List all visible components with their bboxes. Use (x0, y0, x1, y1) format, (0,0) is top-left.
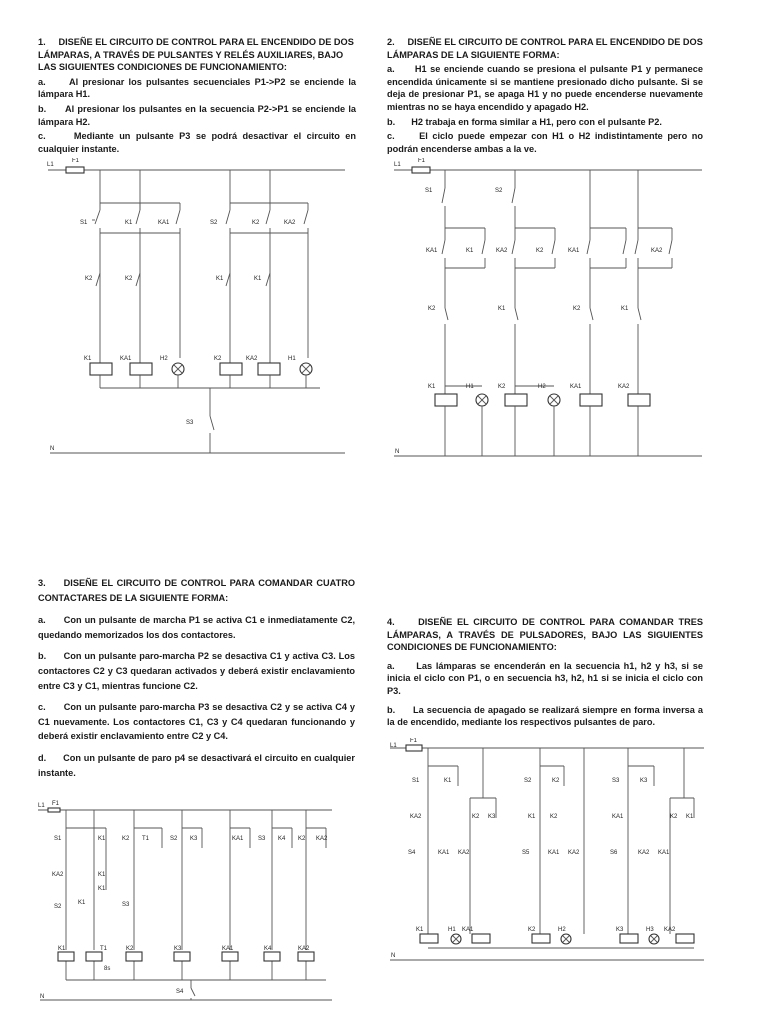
item-text: Al presionar los pulsantes en la secuencia P2->P1 se enciende la lámpara H2. (38, 103, 357, 127)
label-hold: K3 (640, 778, 648, 784)
label-coil: K4 (264, 946, 272, 952)
label-low: K1 (78, 900, 86, 906)
label-top: K2 (298, 836, 306, 842)
exercise-4-title (387, 616, 703, 654)
item-label: a. (38, 615, 46, 626)
branch-ka2 (618, 170, 672, 456)
label-neutral: N (391, 953, 396, 959)
label-coil: K3 (174, 946, 182, 952)
item-text: Con un pulsante de marcha P1 se activa C1 e inmediatamente C2, quedando memorizados los dos contactores. (38, 615, 355, 640)
label-coil: KA1 (462, 927, 474, 933)
label-top: KA1 (232, 836, 244, 842)
label-top: K3 (190, 836, 198, 842)
label-coil: KA2 (664, 927, 676, 933)
exercise-3-item-b (38, 649, 355, 693)
label-fuse: F1 (52, 801, 60, 807)
label-coil: K1 (84, 356, 92, 362)
label-lamp: H1 (448, 927, 456, 933)
label-interlock: K2 (85, 276, 93, 282)
label-stop: S4 (408, 850, 416, 856)
label-stop: S3 (186, 420, 194, 426)
exercise-1 (38, 36, 356, 157)
label-stopx: KA1 (548, 850, 560, 856)
circuit-diagram-3 (36, 800, 340, 1004)
label-stopx: KA2 (568, 850, 580, 856)
label-seq: K1 (528, 814, 536, 820)
item-label: b. (38, 651, 47, 662)
exercise-3-item-c (38, 700, 355, 744)
exercise-4-item-a (387, 660, 703, 698)
item-text: Con un pulsante paro-marcha P3 se desactiva C2 y se activa C4 y C1 nuevamente. Los contactores C1, C3 y C4 quedaran funcionando y deberá existir enclavamiento entre C2 y C4. (38, 702, 355, 742)
item-text: Con un pulsante de paro p4 se desactivará el circuito en cualquier instante. (38, 752, 355, 778)
label-seq: K3 (488, 814, 496, 820)
fuse-symbol (406, 745, 422, 751)
branch-h2 (495, 170, 560, 456)
ladder-rungs (428, 748, 694, 948)
label-mid: K1 (98, 886, 106, 892)
label-lamp: H2 (558, 927, 566, 933)
exercise-1-item-c (38, 130, 356, 155)
label-coil: K1 (428, 384, 436, 390)
exercise-2-title (387, 36, 703, 61)
label-seq: K2 (472, 814, 480, 820)
label-mid: K1 (98, 872, 106, 878)
label-fuse: F1 (72, 158, 80, 164)
item-label: b. (38, 103, 47, 114)
item-label: a. (387, 660, 395, 671)
label-coil: KA1 (120, 356, 132, 362)
label-hold: K2 (552, 778, 560, 784)
label-line: L1 (38, 803, 45, 809)
label-coil: KA2 (246, 356, 258, 362)
item-text: H2 trabaja en forma similar a H1, pero con el pulsante P2. (411, 116, 662, 127)
label-push: S2 (495, 188, 503, 194)
label-push: S2 (210, 220, 218, 226)
label-coil: K2 (126, 946, 134, 952)
stop-button-s3 (186, 388, 214, 453)
exercise-2 (387, 36, 703, 157)
label-contact: KA1 (158, 220, 170, 226)
label-seq: K2 (670, 814, 678, 820)
label-contact: K1 (466, 248, 474, 254)
circuit-diagram-1 (40, 158, 350, 458)
label-interlock: K1 (621, 306, 629, 312)
label-line: L1 (390, 743, 397, 749)
label-coil: K2 (528, 927, 536, 933)
label-line: L1 (47, 162, 54, 168)
label-interlock: K1 (216, 276, 224, 282)
circuit-diagram-2 (390, 158, 708, 460)
label-low: S2 (54, 904, 62, 910)
label-hold: K1 (444, 778, 452, 784)
fuse-symbol (48, 808, 60, 812)
fuse-symbol (66, 167, 84, 173)
label-push: S1 (425, 188, 433, 194)
exercise-2-item-a (387, 63, 703, 113)
label-seq: KA2 (410, 814, 422, 820)
label-stop: S4 (176, 989, 184, 995)
item-label: d. (38, 752, 47, 763)
label-coil: K3 (616, 927, 624, 933)
item-text: Al presionar los pulsantes secuenciales P1->P2 se enciende la lámpara H1. (38, 76, 356, 100)
label-coil: KA1 (222, 946, 234, 952)
ladder-coils (58, 952, 314, 961)
item-text: Las lámparas se encenderán en la secuencia h1, h2 y h3, si se inicia el ciclo con P1, o en secuencia h3, h2, h1 si se inicia el ciclo con P3. (387, 660, 703, 696)
exercise-3-item-d (38, 751, 355, 780)
branch-right (210, 170, 312, 388)
ladder-labels (52, 836, 328, 995)
item-label: b. (387, 116, 396, 127)
label-start: S1 (412, 778, 420, 784)
exercise-4 (387, 616, 703, 731)
item-label: a. (38, 76, 46, 87)
exercise-4-heading: DISEÑE EL CIRCUITO DE CONTROL PARA COMANDAR TRES LÁMPARAS, A TRAVÉS DE PULSADORES, BAJO LAS SIGUIENTES CONDICIONES DE FUNCIONAMIENTO: (387, 617, 703, 653)
exercise-4-number: 4. (387, 617, 395, 627)
fuse-symbol (412, 167, 430, 173)
label-coil: K2 (214, 356, 222, 362)
exercise-1-title (38, 36, 356, 74)
label-interlock: K1 (498, 306, 506, 312)
label-fuse: F1 (418, 158, 426, 164)
label-stopx: KA1 (658, 850, 670, 856)
exercise-3-heading: DISEÑE EL CIRCUITO DE CONTROL PARA COMANDAR CUATRO CONTACTARES DE LA SIGUIENTE FORMA: (38, 578, 356, 603)
label-neutral: N (40, 994, 45, 1000)
item-text: La secuencia de apagado se realizará siempre en forma inversa a la de encendido, mediante los respectivos pulsantes de paro. (387, 704, 703, 728)
label-contact: K2 (536, 248, 544, 254)
label-contact: K2 (252, 220, 260, 226)
item-text: Con un pulsante paro-marcha P2 se desactiva C1 y activa C3. Los contactores C2 y C3 quedaran activados y deberá existir enclavamiento entre C3 y C1, mientras funcione C2. (38, 651, 356, 691)
label-line: L1 (394, 162, 401, 168)
label-start: S3 (612, 778, 620, 784)
item-text: El ciclo puede empezar con H1 o H2 indistintamente pero no podrán encenderse ambas a la ve. (387, 131, 703, 154)
label-top: S3 (258, 836, 266, 842)
label-top: K2 (122, 836, 130, 842)
exercise-1-heading: DISEÑE EL CIRCUITO DE CONTROL PARA EL ENCENDIDO DE DOS LÁMPARAS, A TRAVÉS DE PULSANTES Y RELÉS AUXILIARES, BAJO LAS SIGUIENTES CONDICIONES DE FUNCIONAMIENTO: (38, 37, 354, 73)
branch-h1 (425, 170, 488, 456)
label-top: T1 (142, 836, 150, 842)
item-label: c. (38, 702, 46, 713)
label-contact: KA1 (568, 248, 580, 254)
label-contact: KA2 (284, 220, 296, 226)
item-label: a. (387, 64, 395, 75)
label-mid: S3 (122, 902, 130, 908)
label-neutral: N (50, 446, 55, 452)
label-coil: K1 (58, 946, 66, 952)
label-coil: KA1 (570, 384, 582, 390)
label-timer: 8s (104, 966, 111, 972)
item-text: H1 se enciende cuando se presiona el pulsante P1 y permanece encendida únicamente si se mantiene presionado dicho pulsante. Si se deja de presionar P1, se apaga H1 y no puede encenderse nuevamente mientras no se haya encendido y apagado H2. (387, 64, 703, 112)
exercise-2-heading: DISEÑE EL CIRCUITO DE CONTROL PARA EL ENCENDIDO DE DOS LÁMPARAS DE LA SIGUIENTE FORMA: (387, 37, 703, 60)
label-stopx: KA2 (638, 850, 650, 856)
label-stopx: KA2 (458, 850, 470, 856)
label-mid: KA2 (52, 872, 64, 878)
label-coil: K2 (498, 384, 506, 390)
label-top: K1 (98, 836, 106, 842)
label-fuse: F1 (410, 738, 418, 744)
label-start: S2 (524, 778, 532, 784)
label-push: S1 (80, 220, 88, 226)
label-interlock: K2 (428, 306, 436, 312)
label-lamp: H1 (466, 384, 474, 390)
label-top: S2 (170, 836, 178, 842)
label-coil: T1 (100, 946, 108, 952)
item-label: c. (38, 131, 46, 142)
circuit-diagram-4 (388, 738, 708, 964)
exercise-2-number: 2. (387, 37, 395, 47)
label-stopx: KA1 (438, 850, 450, 856)
label-contact: KA2 (651, 248, 663, 254)
exercise-1-item-a (38, 76, 356, 101)
label-seq: KA1 (612, 814, 624, 820)
label-top: S1 (54, 836, 62, 842)
label-coil: KA2 (618, 384, 630, 390)
item-label: b. (387, 704, 396, 715)
exercise-3-number: 3. (38, 578, 46, 588)
label-interlock: K2 (573, 306, 581, 312)
label-stop: S6 (610, 850, 618, 856)
label-coil: K1 (416, 927, 424, 933)
label-contact: KA1 (426, 248, 438, 254)
label-contact: K1 (125, 220, 133, 226)
exercise-3-item-a (38, 613, 355, 642)
exercise-2-item-c (387, 130, 703, 155)
branch-ka1 (568, 170, 626, 456)
exercise-3-title (38, 576, 355, 605)
exercise-2-item-b (387, 116, 703, 129)
label-interlock: K2 (125, 276, 133, 282)
label-seq: K2 (550, 814, 558, 820)
exercise-1-item-b (38, 103, 356, 128)
label-lamp: H1 (288, 356, 296, 362)
label-seq: K1 (686, 814, 694, 820)
label-stop: S5 (522, 850, 530, 856)
item-text: Mediante un pulsante P3 se podrá desactivar el circuito en cualquier instante. (38, 131, 356, 154)
label-neutral: N (395, 449, 400, 455)
ladder-coils (420, 934, 694, 944)
label-top: KA2 (316, 836, 328, 842)
label-interlock: K1 (254, 276, 262, 282)
ladder-labels (408, 778, 694, 933)
label-coil: KA2 (298, 946, 310, 952)
label-top: K4 (278, 836, 286, 842)
exercise-3 (38, 576, 355, 782)
label-lamp: H2 (538, 384, 546, 390)
label-contact: KA2 (496, 248, 508, 254)
label-lamp: H3 (646, 927, 654, 933)
item-label: c. (387, 131, 395, 142)
label-lamp: H2 (160, 356, 168, 362)
exercise-1-number: 1. (38, 37, 46, 47)
exercise-4-item-b (387, 704, 703, 729)
